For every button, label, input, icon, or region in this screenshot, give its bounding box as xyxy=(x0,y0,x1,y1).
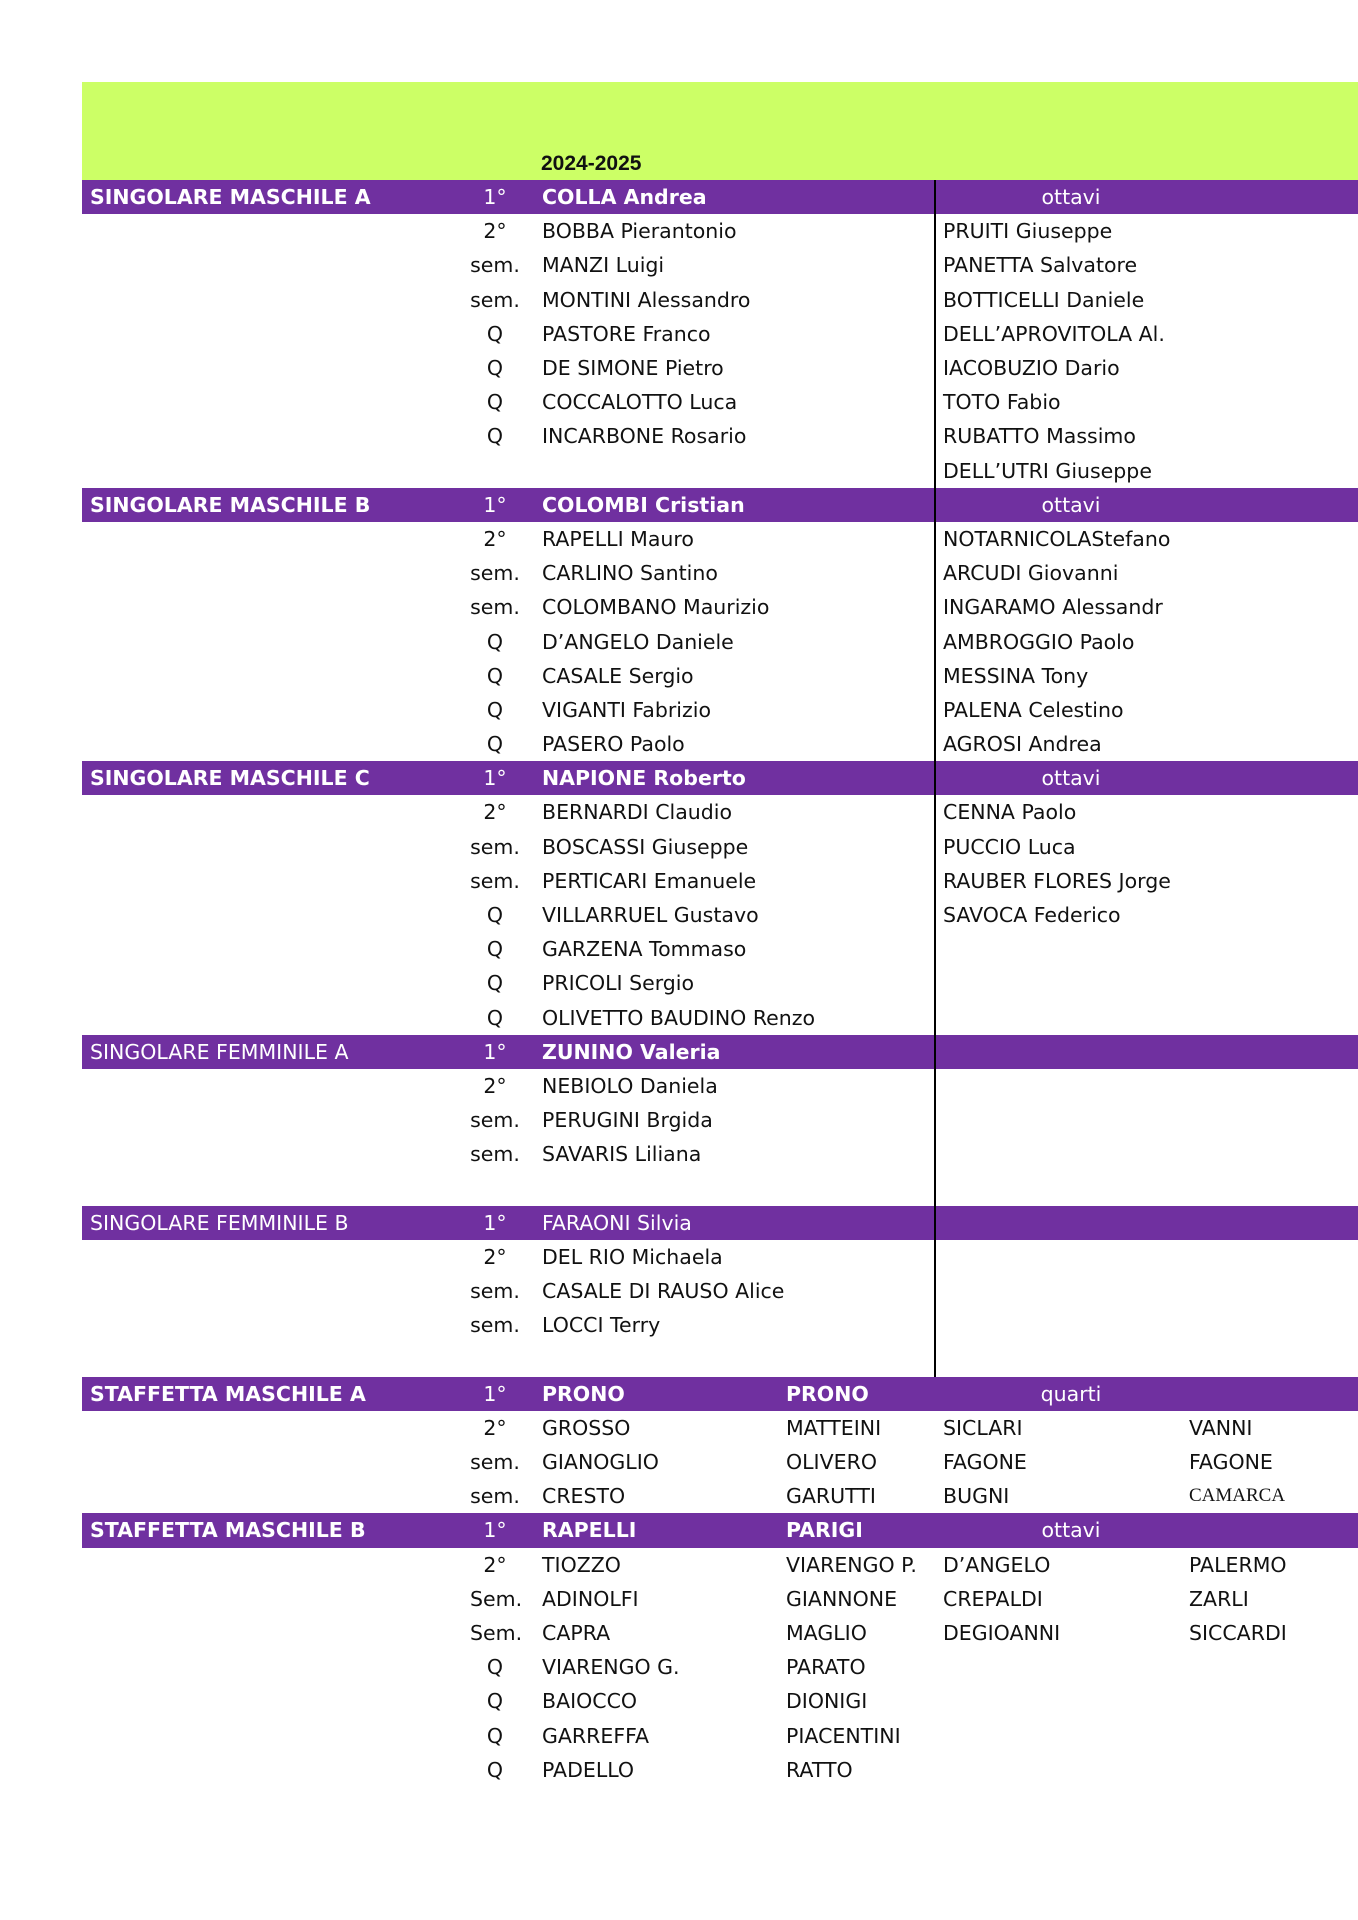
name-cell: CASALE Sergio xyxy=(542,663,694,688)
partner-cell: GARUTTI xyxy=(786,1484,876,1509)
name-cell: COLOMBANO Maurizio xyxy=(542,595,770,620)
section-header xyxy=(82,761,1358,795)
position-cell: sem. xyxy=(470,595,520,620)
winner-name: COLOMBI Cristian xyxy=(542,492,745,517)
result-row xyxy=(82,1411,1358,1445)
round-name-cell: PUCCIO Luca xyxy=(943,834,1076,859)
round-name-cell: PRUITI Giuseppe xyxy=(943,219,1113,244)
result-row xyxy=(82,1001,1358,1035)
result-row xyxy=(82,1718,1358,1752)
position-label: 1° xyxy=(483,766,507,791)
result-row xyxy=(82,419,1358,453)
result-row xyxy=(82,1650,1358,1684)
result-row xyxy=(82,898,1358,932)
name-cell: VILLARRUEL Gustavo xyxy=(542,903,759,928)
result-row xyxy=(82,317,1358,351)
results-table xyxy=(82,180,1358,1787)
round-name-cell: DELL’UTRI Giuseppe xyxy=(943,458,1152,483)
winner-name: PRONO xyxy=(542,1381,625,1406)
result-row xyxy=(82,659,1358,693)
name-cell: PASTORE Franco xyxy=(542,321,711,346)
name-cell: DE SIMONE Pietro xyxy=(542,356,724,381)
name-cell: MONTINI Alessandro xyxy=(542,287,751,312)
partner-cell: MAGLIO xyxy=(786,1620,867,1645)
result-row xyxy=(82,624,1358,658)
round-name-cell: NOTARNICOLAStefano xyxy=(943,526,1171,551)
round-partner-cell: VANNI xyxy=(1189,1415,1253,1440)
result-row xyxy=(82,795,1358,829)
round-name-cell: RAUBER FLORES Jorge xyxy=(943,868,1171,893)
result-row xyxy=(82,1548,1358,1582)
winner-partner-name: PARIGI xyxy=(786,1518,863,1543)
round-name-cell: CENNA Paolo xyxy=(943,800,1077,825)
position-cell: sem. xyxy=(470,1313,520,1338)
season-banner xyxy=(82,82,1358,180)
round-partner-cell: SICCARDI xyxy=(1189,1620,1287,1645)
name-cell: INCARBONE Rosario xyxy=(542,424,747,449)
partner-cell: PARATO xyxy=(786,1655,866,1680)
position-cell: Q xyxy=(486,1005,504,1030)
position-cell: 2° xyxy=(483,1244,507,1269)
category-label: SINGOLARE MASCHILE C xyxy=(90,766,370,791)
winner-name: ZUNINO Valeria xyxy=(542,1039,721,1064)
round-name-cell: AGROSI Andrea xyxy=(943,732,1102,757)
position-cell: 2° xyxy=(483,1552,507,1577)
result-row xyxy=(82,1069,1358,1103)
name-cell: MANZI Luigi xyxy=(542,253,665,278)
results-sheet xyxy=(82,82,1358,1787)
round-label: quarti xyxy=(1040,1381,1102,1406)
name-cell: BAIOCCO xyxy=(542,1689,638,1714)
position-cell: 2° xyxy=(483,1415,507,1440)
position-cell: 2° xyxy=(483,800,507,825)
result-row xyxy=(82,590,1358,624)
winner-partner-name: PRONO xyxy=(786,1381,869,1406)
position-cell: sem. xyxy=(470,1108,520,1133)
winner-name: COLLA Andrea xyxy=(542,185,707,210)
position-cell: sem. xyxy=(470,834,520,859)
category-label: SINGOLARE FEMMINILE B xyxy=(90,1210,349,1235)
position-label: 1° xyxy=(483,1210,507,1235)
result-row xyxy=(82,1137,1358,1171)
result-row xyxy=(82,1684,1358,1718)
position-label: 1° xyxy=(483,1518,507,1543)
name-cell: PERUGINI Brgida xyxy=(542,1108,713,1133)
position-cell: Sem. xyxy=(470,1620,523,1645)
round-label: ottavi xyxy=(1041,766,1101,791)
section-header xyxy=(82,1513,1358,1547)
position-cell: Q xyxy=(486,1757,504,1782)
position-label: 1° xyxy=(483,1039,507,1064)
round-name-cell: TOTO Fabio xyxy=(943,390,1061,415)
position-cell: Q xyxy=(486,1655,504,1680)
name-cell: CASALE DI RAUSO Alice xyxy=(542,1279,785,1304)
position-cell: sem. xyxy=(470,287,520,312)
position-cell: Q xyxy=(486,356,504,381)
name-cell: CAPRA xyxy=(542,1620,611,1645)
column-divider xyxy=(934,180,936,1377)
result-row xyxy=(82,830,1358,864)
name-cell: LOCCI Terry xyxy=(542,1313,661,1338)
round-label: ottavi xyxy=(1041,1518,1101,1543)
result-row xyxy=(82,248,1358,282)
round-name-cell: MESSINA Tony xyxy=(943,663,1089,688)
name-cell: GROSSO xyxy=(542,1415,631,1440)
position-cell: Q xyxy=(486,937,504,962)
name-cell: CRESTO xyxy=(542,1484,626,1509)
position-cell: Q xyxy=(486,390,504,415)
round-label: ottavi xyxy=(1041,185,1101,210)
position-cell: sem. xyxy=(470,1484,520,1509)
position-cell: 2° xyxy=(483,1073,507,1098)
result-row xyxy=(82,1445,1358,1479)
result-row xyxy=(82,454,1358,488)
name-cell: OLIVETTO BAUDINO Renzo xyxy=(542,1005,816,1030)
position-cell: sem. xyxy=(470,1142,520,1167)
result-row xyxy=(82,1753,1358,1787)
position-cell: Q xyxy=(486,1723,504,1748)
round-name-cell: PALENA Celestino xyxy=(943,697,1124,722)
category-label: STAFFETTA MASCHILE B xyxy=(90,1518,366,1543)
name-cell: GARZENA Tommaso xyxy=(542,937,747,962)
category-label: SINGOLARE MASCHILE A xyxy=(90,185,371,210)
name-cell: BOBBA Pierantonio xyxy=(542,219,737,244)
result-row xyxy=(82,1342,1358,1376)
result-row xyxy=(82,385,1358,419)
position-cell: Q xyxy=(486,1689,504,1714)
position-cell: Q xyxy=(486,732,504,757)
position-cell: Q xyxy=(486,321,504,346)
section-header xyxy=(82,1377,1358,1411)
name-cell: PASERO Paolo xyxy=(542,732,685,757)
round-name-cell: D’ANGELO xyxy=(943,1552,1051,1577)
name-cell: DEL RIO Michaela xyxy=(542,1244,723,1269)
round-name-cell: DELL’APROVITOLA Al. xyxy=(943,321,1165,346)
section-header xyxy=(82,180,1358,214)
category-label: SINGOLARE FEMMINILE A xyxy=(90,1039,349,1064)
position-label: 1° xyxy=(483,185,507,210)
round-name-cell: AMBROGGIO Paolo xyxy=(943,629,1135,654)
round-name-cell: ARCUDI Giovanni xyxy=(943,561,1119,586)
result-row xyxy=(82,1171,1358,1205)
name-cell: ADINOLFI xyxy=(542,1586,639,1611)
name-cell: CARLINO Santino xyxy=(542,561,718,586)
round-name-cell: BOTTICELLI Daniele xyxy=(943,287,1145,312)
round-name-cell: DEGIOANNI xyxy=(943,1620,1061,1645)
name-cell: GARREFFA xyxy=(542,1723,650,1748)
round-partner-cell: ZARLI xyxy=(1189,1586,1249,1611)
name-cell: BERNARDI Claudio xyxy=(542,800,733,825)
name-cell: COCCALOTTO Luca xyxy=(542,390,738,415)
round-name-cell: BUGNI xyxy=(943,1484,1010,1509)
result-row xyxy=(82,1616,1358,1650)
round-label: ottavi xyxy=(1041,492,1101,517)
round-name-cell: PANETTA Salvatore xyxy=(943,253,1138,278)
winner-name: FARAONI Silvia xyxy=(542,1210,692,1235)
position-cell: Q xyxy=(486,971,504,996)
name-cell: PERTICARI Emanuele xyxy=(542,868,757,893)
category-label: STAFFETTA MASCHILE A xyxy=(90,1381,366,1406)
category-label: SINGOLARE MASCHILE B xyxy=(90,492,371,517)
result-row xyxy=(82,932,1358,966)
winner-name: NAPIONE Roberto xyxy=(542,766,746,791)
result-row xyxy=(82,727,1358,761)
result-row xyxy=(82,1103,1358,1137)
round-name-cell: RUBATTO Massimo xyxy=(943,424,1136,449)
round-partner-cell: FAGONE xyxy=(1189,1450,1273,1475)
position-cell: sem. xyxy=(470,561,520,586)
position-cell: Q xyxy=(486,663,504,688)
winner-name: RAPELLI xyxy=(542,1518,637,1543)
name-cell: D’ANGELO Daniele xyxy=(542,629,734,654)
round-name-cell: INGARAMO Alessandr xyxy=(943,595,1163,620)
round-name-cell: IACOBUZIO Dario xyxy=(943,356,1120,381)
result-row xyxy=(82,966,1358,1000)
round-partner-cell: CAMARCA xyxy=(1189,1485,1286,1507)
name-cell: GIANOGLIO xyxy=(542,1450,659,1475)
name-cell: PADELLO xyxy=(542,1757,635,1782)
result-row xyxy=(82,864,1358,898)
name-cell: RAPELLI Mauro xyxy=(542,526,694,551)
position-cell: 2° xyxy=(483,526,507,551)
position-cell: Q xyxy=(486,697,504,722)
partner-cell: PIACENTINI xyxy=(786,1723,901,1748)
result-row xyxy=(82,1240,1358,1274)
round-name-cell: SICLARI xyxy=(943,1415,1023,1440)
round-name-cell: SAVOCA Federico xyxy=(943,903,1121,928)
result-row xyxy=(82,693,1358,727)
result-row xyxy=(82,556,1358,590)
position-cell: sem. xyxy=(470,1279,520,1304)
round-name-cell: CREPALDI xyxy=(943,1586,1043,1611)
result-row xyxy=(82,214,1358,248)
position-label: 1° xyxy=(483,1381,507,1406)
name-cell: SAVARIS Liliana xyxy=(542,1142,702,1167)
name-cell: VIGANTI Fabrizio xyxy=(542,697,712,722)
round-name-cell: FAGONE xyxy=(943,1450,1027,1475)
position-cell: 2° xyxy=(483,219,507,244)
result-row xyxy=(82,1308,1358,1342)
result-row xyxy=(82,1274,1358,1308)
name-cell: NEBIOLO Daniela xyxy=(542,1073,718,1098)
result-row xyxy=(82,351,1358,385)
result-row xyxy=(82,522,1358,556)
round-partner-cell: PALERMO xyxy=(1189,1552,1287,1577)
position-cell: Q xyxy=(486,903,504,928)
section-header xyxy=(82,488,1358,522)
partner-cell: RATTO xyxy=(786,1757,853,1782)
position-cell: Q xyxy=(486,629,504,654)
name-cell: VIARENGO G. xyxy=(542,1655,680,1680)
result-row xyxy=(82,283,1358,317)
position-cell: sem. xyxy=(470,868,520,893)
name-cell: BOSCASSI Giuseppe xyxy=(542,834,749,859)
position-label: 1° xyxy=(483,492,507,517)
section-header xyxy=(82,1035,1358,1069)
position-cell: Sem. xyxy=(470,1586,523,1611)
name-cell: TIOZZO xyxy=(542,1552,621,1577)
position-cell: sem. xyxy=(470,1450,520,1475)
partner-cell: DIONIGI xyxy=(786,1689,868,1714)
result-row xyxy=(82,1582,1358,1616)
partner-cell: GIANNONE xyxy=(786,1586,898,1611)
position-cell: sem. xyxy=(470,253,520,278)
partner-cell: VIARENGO P. xyxy=(786,1552,917,1577)
partner-cell: OLIVERO xyxy=(786,1450,877,1475)
season-label: 2024-2025 xyxy=(541,152,642,175)
name-cell: PRICOLI Sergio xyxy=(542,971,695,996)
partner-cell: MATTEINI xyxy=(786,1415,882,1440)
result-row xyxy=(82,1479,1358,1513)
section-header xyxy=(82,1206,1358,1240)
position-cell: Q xyxy=(486,424,504,449)
